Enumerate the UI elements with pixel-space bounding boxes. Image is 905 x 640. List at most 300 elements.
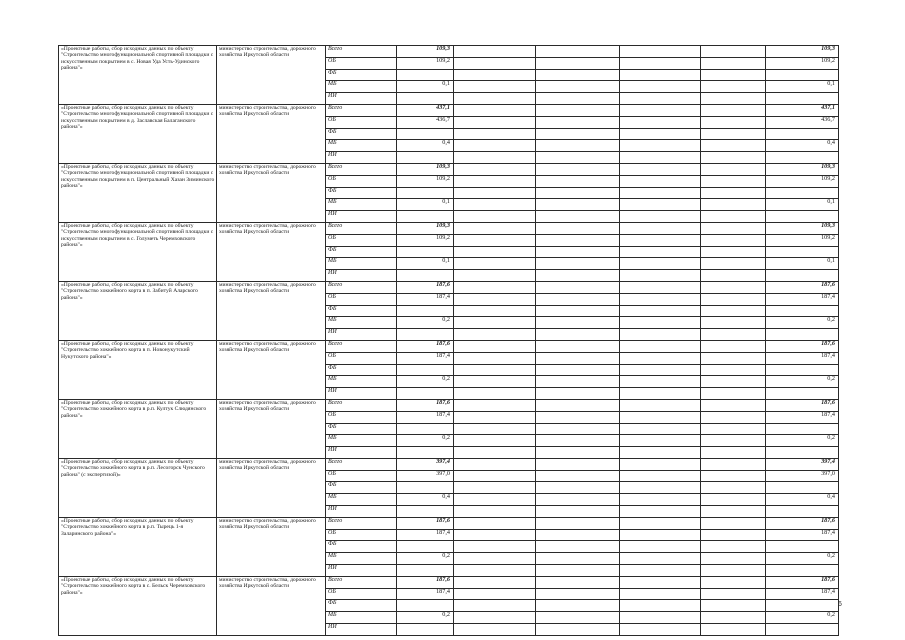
funding-source: ФБ bbox=[326, 600, 397, 612]
amount-empty-cell bbox=[620, 399, 701, 411]
amount-empty-cell bbox=[620, 447, 701, 459]
amount-empty-cell bbox=[536, 128, 620, 140]
amount-total bbox=[766, 270, 839, 282]
amount-empty-cell bbox=[620, 270, 701, 282]
funding-source: МБ bbox=[326, 376, 397, 388]
amount-empty-cell bbox=[536, 624, 620, 636]
funding-source: Всего bbox=[326, 281, 397, 293]
amount-empty-cell bbox=[620, 329, 701, 341]
funding-source: ОБ bbox=[326, 411, 397, 423]
amount-total: 187,6 bbox=[766, 517, 839, 529]
amount-empty-cell bbox=[620, 388, 701, 400]
amount-empty-cell bbox=[454, 293, 536, 305]
amount-empty-cell bbox=[536, 364, 620, 376]
funding-source: МБ bbox=[326, 317, 397, 329]
amount-empty-cell bbox=[454, 152, 536, 164]
amount-empty-cell bbox=[701, 329, 766, 341]
amount-year-1: 187,4 bbox=[397, 588, 454, 600]
amount-empty-cell bbox=[536, 199, 620, 211]
amount-total: 187,6 bbox=[766, 281, 839, 293]
amount-empty-cell bbox=[536, 317, 620, 329]
amount-empty-cell bbox=[454, 69, 536, 81]
amount-empty-cell bbox=[620, 46, 701, 58]
amount-empty-cell bbox=[454, 600, 536, 612]
amount-empty-cell bbox=[536, 482, 620, 494]
amount-total: 109,2 bbox=[766, 234, 839, 246]
amount-year-1: 187,4 bbox=[397, 411, 454, 423]
amount-year-1 bbox=[397, 211, 454, 223]
amount-year-1 bbox=[397, 482, 454, 494]
amount-year-1: 109,2 bbox=[397, 57, 454, 69]
amount-year-1 bbox=[397, 423, 454, 435]
amount-empty-cell bbox=[701, 152, 766, 164]
amount-total bbox=[766, 364, 839, 376]
funding-source: МБ bbox=[326, 258, 397, 270]
amount-empty-cell bbox=[536, 576, 620, 588]
amount-total bbox=[766, 187, 839, 199]
amount-empty-cell bbox=[701, 553, 766, 565]
table-row bbox=[59, 340, 839, 352]
amount-total bbox=[766, 624, 839, 636]
amount-empty-cell bbox=[701, 482, 766, 494]
amount-empty-cell bbox=[536, 81, 620, 93]
amount-empty-cell bbox=[454, 270, 536, 282]
object-description: «Проектные работы, сбор исходных данных по объекту "Строительство многофункциональной спортивной площадки с искусственным покрытием в с. Голуметь Черемховского района"» bbox=[59, 222, 217, 281]
table-row bbox=[59, 104, 839, 116]
amount-total: 0,4 bbox=[766, 140, 839, 152]
amount-empty-cell bbox=[454, 175, 536, 187]
amount-total bbox=[766, 305, 839, 317]
amount-total bbox=[766, 565, 839, 577]
amount-empty-cell bbox=[536, 211, 620, 223]
amount-empty-cell bbox=[620, 411, 701, 423]
amount-empty-cell bbox=[536, 541, 620, 553]
amount-empty-cell bbox=[454, 199, 536, 211]
amount-empty-cell bbox=[701, 175, 766, 187]
funding-source: ИИ bbox=[326, 388, 397, 400]
amount-empty-cell bbox=[701, 199, 766, 211]
funding-source: ИИ bbox=[326, 506, 397, 518]
amount-empty-cell bbox=[620, 541, 701, 553]
amount-empty-cell bbox=[454, 541, 536, 553]
amount-empty-cell bbox=[536, 447, 620, 459]
amount-total: 0,2 bbox=[766, 376, 839, 388]
amount-total: 187,4 bbox=[766, 352, 839, 364]
amount-empty-cell bbox=[701, 234, 766, 246]
amount-empty-cell bbox=[620, 211, 701, 223]
funding-source: ОБ bbox=[326, 588, 397, 600]
funding-source: МБ bbox=[326, 494, 397, 506]
amount-empty-cell bbox=[536, 116, 620, 128]
amount-empty-cell bbox=[454, 553, 536, 565]
amount-empty-cell bbox=[454, 46, 536, 58]
amount-year-1: 187,6 bbox=[397, 576, 454, 588]
amount-year-1 bbox=[397, 506, 454, 518]
amount-empty-cell bbox=[620, 81, 701, 93]
amount-empty-cell bbox=[620, 104, 701, 116]
funding-source: Всего bbox=[326, 222, 397, 234]
funding-source: МБ bbox=[326, 199, 397, 211]
funding-source: ФБ bbox=[326, 128, 397, 140]
amount-empty-cell bbox=[536, 435, 620, 447]
amount-empty-cell bbox=[701, 576, 766, 588]
amount-empty-cell bbox=[620, 128, 701, 140]
amount-empty-cell bbox=[701, 116, 766, 128]
amount-empty-cell bbox=[536, 612, 620, 624]
amount-empty-cell bbox=[454, 340, 536, 352]
page-number: 6 bbox=[838, 601, 842, 608]
amount-empty-cell bbox=[454, 104, 536, 116]
amount-empty-cell bbox=[620, 482, 701, 494]
amount-year-1: 187,4 bbox=[397, 352, 454, 364]
funding-source: ИИ bbox=[326, 565, 397, 577]
amount-empty-cell bbox=[536, 281, 620, 293]
amount-year-1: 187,4 bbox=[397, 293, 454, 305]
amount-empty-cell bbox=[701, 565, 766, 577]
amount-empty-cell bbox=[536, 187, 620, 199]
amount-empty-cell bbox=[454, 482, 536, 494]
funding-source: Всего bbox=[326, 576, 397, 588]
amount-empty-cell bbox=[620, 187, 701, 199]
amount-empty-cell bbox=[536, 553, 620, 565]
amount-empty-cell bbox=[701, 211, 766, 223]
amount-year-1 bbox=[397, 93, 454, 105]
amount-empty-cell bbox=[620, 234, 701, 246]
funding-source: ОБ bbox=[326, 175, 397, 187]
amount-empty-cell bbox=[620, 458, 701, 470]
amount-total bbox=[766, 329, 839, 341]
amount-empty-cell bbox=[536, 376, 620, 388]
amount-empty-cell bbox=[536, 46, 620, 58]
amount-year-1: 187,6 bbox=[397, 399, 454, 411]
amount-year-1: 397,0 bbox=[397, 470, 454, 482]
funding-source: ИИ bbox=[326, 329, 397, 341]
amount-year-1 bbox=[397, 624, 454, 636]
amount-empty-cell bbox=[536, 305, 620, 317]
amount-year-1 bbox=[397, 128, 454, 140]
amount-empty-cell bbox=[620, 281, 701, 293]
amount-empty-cell bbox=[620, 352, 701, 364]
amount-total: 0,2 bbox=[766, 435, 839, 447]
amount-empty-cell bbox=[454, 376, 536, 388]
amount-year-1 bbox=[397, 541, 454, 553]
responsible-organization: министерство строительства, дорожного хозяйства Иркутской области bbox=[217, 399, 326, 458]
funding-source: ФБ bbox=[326, 187, 397, 199]
funding-source: Всего bbox=[326, 104, 397, 116]
responsible-organization: министерство строительства, дорожного хозяйства Иркутской области bbox=[217, 163, 326, 222]
funding-source: МБ bbox=[326, 140, 397, 152]
funding-source: ИИ bbox=[326, 447, 397, 459]
amount-year-1: 0,1 bbox=[397, 81, 454, 93]
funding-source: ОБ bbox=[326, 57, 397, 69]
funding-source: МБ bbox=[326, 553, 397, 565]
amount-empty-cell bbox=[620, 529, 701, 541]
amount-total bbox=[766, 447, 839, 459]
amount-empty-cell bbox=[620, 199, 701, 211]
amount-empty-cell bbox=[701, 128, 766, 140]
amount-empty-cell bbox=[701, 57, 766, 69]
responsible-organization: министерство строительства, дорожного хозяйства Иркутской области bbox=[217, 340, 326, 399]
amount-year-1 bbox=[397, 600, 454, 612]
amount-total: 397,4 bbox=[766, 458, 839, 470]
amount-empty-cell bbox=[536, 565, 620, 577]
amount-empty-cell bbox=[701, 517, 766, 529]
amount-year-1: 0,2 bbox=[397, 317, 454, 329]
funding-source: ФБ bbox=[326, 246, 397, 258]
funding-source: Всего bbox=[326, 517, 397, 529]
amount-year-1: 0,4 bbox=[397, 140, 454, 152]
amount-year-1: 109,3 bbox=[397, 163, 454, 175]
amount-empty-cell bbox=[536, 246, 620, 258]
amount-total bbox=[766, 93, 839, 105]
amount-empty-cell bbox=[701, 69, 766, 81]
amount-empty-cell bbox=[536, 175, 620, 187]
funding-source: Всего bbox=[326, 399, 397, 411]
amount-empty-cell bbox=[536, 222, 620, 234]
amount-year-1: 109,3 bbox=[397, 46, 454, 58]
funding-source: ФБ bbox=[326, 305, 397, 317]
amount-empty-cell bbox=[701, 187, 766, 199]
amount-empty-cell bbox=[454, 81, 536, 93]
amount-empty-cell bbox=[454, 128, 536, 140]
amount-empty-cell bbox=[701, 506, 766, 518]
amount-year-1: 0,2 bbox=[397, 435, 454, 447]
object-description: «Проектные работы, сбор исходных данных по объекту "Строительство многофункциональной спортивной площадки с искусственным покрытием в с. Новая Уда Усть-Удинского района"» bbox=[59, 46, 217, 105]
amount-empty-cell bbox=[536, 411, 620, 423]
amount-total bbox=[766, 423, 839, 435]
amount-empty-cell bbox=[620, 553, 701, 565]
amount-empty-cell bbox=[701, 470, 766, 482]
amount-year-1 bbox=[397, 187, 454, 199]
amount-empty-cell bbox=[454, 305, 536, 317]
amount-empty-cell bbox=[620, 506, 701, 518]
amount-empty-cell bbox=[454, 506, 536, 518]
amount-year-1: 397,4 bbox=[397, 458, 454, 470]
amount-empty-cell bbox=[454, 399, 536, 411]
amount-empty-cell bbox=[620, 222, 701, 234]
amount-empty-cell bbox=[536, 340, 620, 352]
amount-empty-cell bbox=[701, 364, 766, 376]
amount-empty-cell bbox=[620, 175, 701, 187]
amount-empty-cell bbox=[701, 529, 766, 541]
amount-empty-cell bbox=[701, 46, 766, 58]
amount-empty-cell bbox=[701, 258, 766, 270]
amount-empty-cell bbox=[454, 388, 536, 400]
amount-empty-cell bbox=[454, 517, 536, 529]
amount-empty-cell bbox=[701, 388, 766, 400]
funding-source: Всего bbox=[326, 163, 397, 175]
amount-empty-cell bbox=[454, 234, 536, 246]
amount-empty-cell bbox=[536, 140, 620, 152]
amount-empty-cell bbox=[536, 329, 620, 341]
funding-source: Всего bbox=[326, 46, 397, 58]
amount-year-1 bbox=[397, 69, 454, 81]
amount-empty-cell bbox=[454, 222, 536, 234]
funding-source: ФБ bbox=[326, 482, 397, 494]
responsible-organization: министерство строительства, дорожного хозяйства Иркутской области bbox=[217, 46, 326, 105]
amount-empty-cell bbox=[701, 246, 766, 258]
amount-year-1: 0,1 bbox=[397, 258, 454, 270]
amount-empty-cell bbox=[454, 447, 536, 459]
amount-total: 437,1 bbox=[766, 104, 839, 116]
budget-table bbox=[58, 45, 839, 636]
amount-empty-cell bbox=[454, 565, 536, 577]
amount-total bbox=[766, 128, 839, 140]
amount-empty-cell bbox=[701, 104, 766, 116]
table-row bbox=[59, 281, 839, 293]
amount-empty-cell bbox=[701, 588, 766, 600]
amount-total: 187,6 bbox=[766, 399, 839, 411]
amount-empty-cell bbox=[701, 411, 766, 423]
amount-year-1: 0,1 bbox=[397, 199, 454, 211]
amount-total bbox=[766, 482, 839, 494]
amount-total bbox=[766, 541, 839, 553]
amount-year-1 bbox=[397, 270, 454, 282]
amount-empty-cell bbox=[536, 104, 620, 116]
amount-total: 109,3 bbox=[766, 46, 839, 58]
amount-empty-cell bbox=[454, 116, 536, 128]
amount-year-1 bbox=[397, 388, 454, 400]
amount-empty-cell bbox=[620, 494, 701, 506]
amount-empty-cell bbox=[454, 612, 536, 624]
amount-empty-cell bbox=[620, 317, 701, 329]
amount-total: 109,2 bbox=[766, 175, 839, 187]
amount-year-1: 109,2 bbox=[397, 175, 454, 187]
amount-total: 187,4 bbox=[766, 529, 839, 541]
amount-total: 187,6 bbox=[766, 576, 839, 588]
amount-year-1 bbox=[397, 329, 454, 341]
amount-empty-cell bbox=[454, 246, 536, 258]
funding-source: ФБ bbox=[326, 69, 397, 81]
amount-total: 0,2 bbox=[766, 612, 839, 624]
amount-year-1: 187,4 bbox=[397, 529, 454, 541]
amount-total: 109,3 bbox=[766, 222, 839, 234]
amount-empty-cell bbox=[536, 470, 620, 482]
amount-empty-cell bbox=[620, 435, 701, 447]
amount-year-1: 187,6 bbox=[397, 340, 454, 352]
amount-empty-cell bbox=[536, 494, 620, 506]
responsible-organization: министерство строительства, дорожного хозяйства Иркутской области bbox=[217, 104, 326, 163]
funding-source: ИИ bbox=[326, 93, 397, 105]
amount-year-1 bbox=[397, 305, 454, 317]
funding-source: ОБ bbox=[326, 293, 397, 305]
amount-empty-cell bbox=[536, 93, 620, 105]
amount-empty-cell bbox=[620, 600, 701, 612]
amount-empty-cell bbox=[536, 152, 620, 164]
table-row bbox=[59, 399, 839, 411]
amount-empty-cell bbox=[620, 57, 701, 69]
funding-source: ИИ bbox=[326, 211, 397, 223]
amount-year-1: 109,2 bbox=[397, 234, 454, 246]
amount-empty-cell bbox=[701, 93, 766, 105]
amount-empty-cell bbox=[620, 340, 701, 352]
amount-empty-cell bbox=[454, 352, 536, 364]
amount-empty-cell bbox=[701, 81, 766, 93]
amount-empty-cell bbox=[701, 281, 766, 293]
amount-total bbox=[766, 246, 839, 258]
amount-year-1: 0,2 bbox=[397, 376, 454, 388]
amount-total: 109,2 bbox=[766, 57, 839, 69]
amount-year-1: 0,2 bbox=[397, 612, 454, 624]
amount-year-1 bbox=[397, 246, 454, 258]
amount-empty-cell bbox=[454, 364, 536, 376]
amount-year-1: 0,2 bbox=[397, 553, 454, 565]
amount-empty-cell bbox=[620, 364, 701, 376]
table-row bbox=[59, 163, 839, 175]
amount-empty-cell bbox=[620, 246, 701, 258]
amount-empty-cell bbox=[701, 399, 766, 411]
amount-empty-cell bbox=[536, 600, 620, 612]
amount-empty-cell bbox=[454, 211, 536, 223]
amount-total bbox=[766, 506, 839, 518]
amount-empty-cell bbox=[620, 293, 701, 305]
amount-empty-cell bbox=[454, 588, 536, 600]
amount-empty-cell bbox=[454, 576, 536, 588]
amount-empty-cell bbox=[701, 293, 766, 305]
amount-total: 397,0 bbox=[766, 470, 839, 482]
responsible-organization: министерство строительства, дорожного хозяйства Иркутской области bbox=[217, 576, 326, 635]
object-description: «Проектные работы, сбор исходных данных по объекту "Строительство хоккейного корта в с. Бельск Черемховского района"» bbox=[59, 576, 217, 635]
amount-empty-cell bbox=[536, 588, 620, 600]
amount-empty-cell bbox=[620, 588, 701, 600]
funding-source: Всего bbox=[326, 340, 397, 352]
amount-empty-cell bbox=[701, 340, 766, 352]
funding-source: ОБ bbox=[326, 470, 397, 482]
amount-total: 109,3 bbox=[766, 163, 839, 175]
amount-empty-cell bbox=[536, 57, 620, 69]
amount-total bbox=[766, 69, 839, 81]
amount-empty-cell bbox=[701, 447, 766, 459]
amount-empty-cell bbox=[701, 352, 766, 364]
amount-empty-cell bbox=[701, 317, 766, 329]
amount-year-1 bbox=[397, 152, 454, 164]
amount-empty-cell bbox=[701, 600, 766, 612]
amount-empty-cell bbox=[454, 93, 536, 105]
amount-empty-cell bbox=[701, 541, 766, 553]
amount-year-1: 187,6 bbox=[397, 517, 454, 529]
funding-source: ОБ bbox=[326, 529, 397, 541]
amount-empty-cell bbox=[536, 388, 620, 400]
table-body bbox=[59, 46, 839, 636]
amount-empty-cell bbox=[620, 517, 701, 529]
funding-source: ОБ bbox=[326, 234, 397, 246]
funding-source: ОБ bbox=[326, 352, 397, 364]
amount-empty-cell bbox=[620, 470, 701, 482]
amount-empty-cell bbox=[620, 565, 701, 577]
amount-empty-cell bbox=[454, 140, 536, 152]
amount-empty-cell bbox=[620, 305, 701, 317]
amount-year-1: 437,1 bbox=[397, 104, 454, 116]
amount-empty-cell bbox=[454, 317, 536, 329]
amount-empty-cell bbox=[536, 458, 620, 470]
amount-empty-cell bbox=[536, 258, 620, 270]
amount-total: 187,4 bbox=[766, 293, 839, 305]
amount-empty-cell bbox=[454, 494, 536, 506]
amount-empty-cell bbox=[701, 624, 766, 636]
responsible-organization: министерство строительства, дорожного хозяйства Иркутской области bbox=[217, 281, 326, 340]
object-description: «Проектные работы, сбор исходных данных по объекту "Строительство многофункциональной спортивной площадки с искусственным покрытием в д. Заславская Балаганского района"» bbox=[59, 104, 217, 163]
object-description: «Проектные работы, сбор исходных данных по объекту "Строительство хоккейного корта в р.п. Лесогорск Чунского района" (с экспертизой)» bbox=[59, 458, 217, 517]
amount-total: 0,2 bbox=[766, 317, 839, 329]
funding-source: ИИ bbox=[326, 152, 397, 164]
responsible-organization: министерство строительства, дорожного хозяйства Иркутской области bbox=[217, 458, 326, 517]
amount-empty-cell bbox=[536, 163, 620, 175]
table-row bbox=[59, 222, 839, 234]
table-row bbox=[59, 517, 839, 529]
amount-empty-cell bbox=[454, 624, 536, 636]
object-description: «Проектные работы, сбор исходных данных по объекту "Строительство хоккейного корта в р.п. Култук Слюдянского района"» bbox=[59, 399, 217, 458]
amount-year-1: 436,7 bbox=[397, 116, 454, 128]
